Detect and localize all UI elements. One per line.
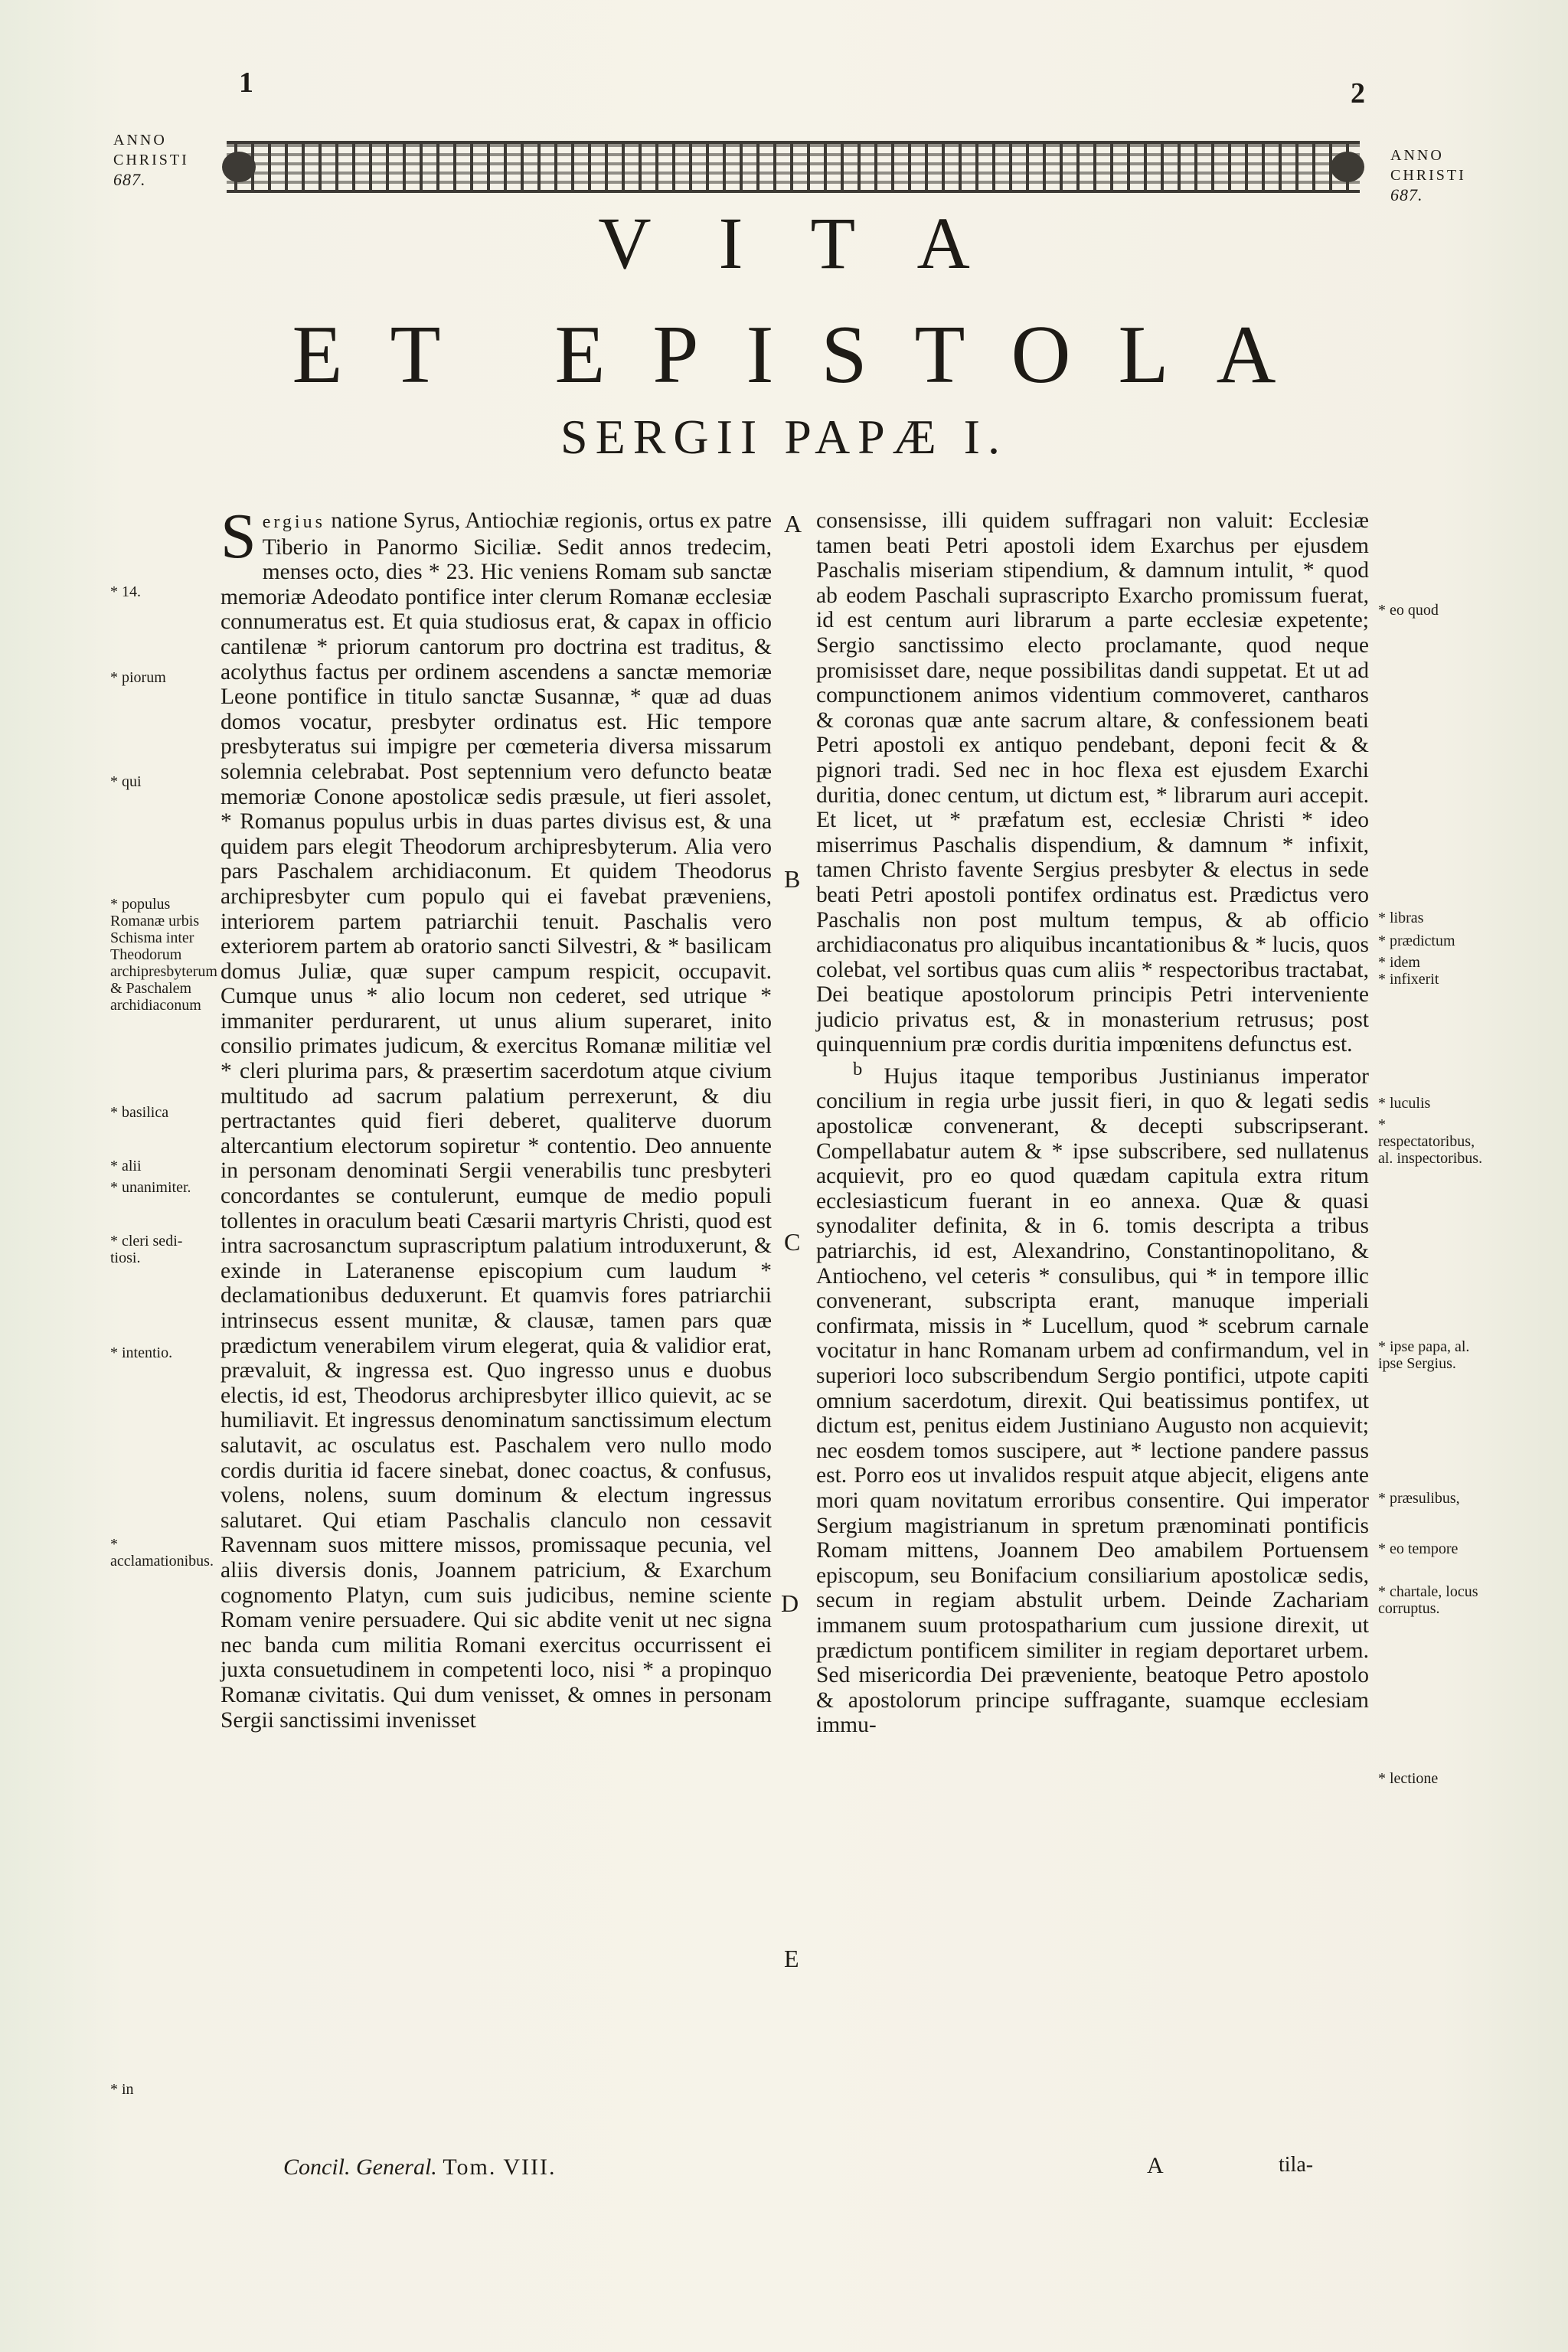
drop-cap: S xyxy=(220,501,256,572)
right-margin-note: * prædictum xyxy=(1378,933,1455,949)
footer-tome: Tom. VIII. xyxy=(443,2154,557,2180)
catchword: tila- xyxy=(1279,2153,1314,2177)
footer xyxy=(283,2154,556,2180)
right-margin-note: * eo quod xyxy=(1378,602,1439,619)
section-letter-a: A xyxy=(784,510,802,537)
right-paragraph-1: consensisse, illi quidem suffragari non valuit: Ecclesiæ tamen beati Petri apostoli idem Exarchus per ejusdem Paschalis miseriam stipendium, & damnum intulit, * quod ab eodem Paschali suprascripto Exarcho promissum fuerat, id est centum auri librarum a parte ecclesiæ expetente; Sergio sanctissimo electo proclamante, quod neque promisisset dare, neque possibilitas dandi suppetat. Et ut ad compunctionem animos videntium commoveret, cantharos & coronas quæ ante sacrum altare, & confessionem beati Petri apostoli ex antiquo pendebant, deponi fecit & & pignori tradi. Sed nec in hoc flexa est ejusdem Exarchi duritia, donec centum, ut dictum est, * librarum auri accepit. Et licet, ut * præfatum est, ecclesiæ Christi * ideo miserrimus Paschalis dispendium, & damnum * infixit, tamen Christo favente Sergius presbyter & electus in sede beati Petri apostoli pontifex ordinatus est. Prædictus vero Paschalis non post multum tempus, & ab officio archidiaconatus pro aliquibus incantationibus & * lucis, quos colebat, vel sortibus quas cum aliis * respectoribus tractabat, Dei beatique apostolorum principis Petri interveniente judicio privatus est, & in monasterium retrusus; post quinquennium præ cordis duritia impœnitens defunctus est. xyxy=(816,508,1369,1057)
title-et-epistola: ET EPISTOLA xyxy=(292,309,1324,400)
right-column xyxy=(816,508,1369,1738)
left-margin-note: * in xyxy=(110,2081,134,2098)
left-margin-note: * unanimiter. xyxy=(110,1179,191,1196)
left-margin-note: * alii xyxy=(110,1158,142,1174)
left-margin-note: * acclamationibus. xyxy=(110,1536,214,1570)
first-word: ergius xyxy=(262,512,325,532)
right-margin-note: * præsulibus, xyxy=(1378,1490,1460,1507)
page-number-left: 1 xyxy=(239,67,253,99)
note-marker: b xyxy=(853,1059,863,1080)
right-margin-note: * eo tempore xyxy=(1378,1540,1459,1557)
left-margin-note: * qui xyxy=(110,773,142,790)
anno-right-year: 687. xyxy=(1390,185,1423,204)
signature-mark: A xyxy=(1147,2153,1164,2178)
section-letter-e: E xyxy=(784,1945,799,1972)
footer-text: Concil. General. xyxy=(283,2154,437,2180)
left-paragraph-text: natione Syrus, Antiochiæ regionis, ortus ex patre Tiberio in Panormo Siciliæ. Sedit annos tredecim, menses octo, dies * 23. Hic veniens Romam sub sanctæ memoriæ Adeodato pontifice inter clerum Romanæ ecclesiæ connumeratus est. Et quia studiosus erat, & capax in officio cantilenæ * priorum cantorum pro doctrina est traditus, & acolythus factus per ordinem ascendens a sanctæ memoriæ Leone pontifice in titulo sanctæ Susannæ, * quæ ad duas domos vocatur, presbyter ordinatus est. Hic tempore presbyteratus sui impigre per cœmeteria diversa missarum solemnia celebrabat. Post septennium vero defuncto beatæ memoriæ Conone apostolicæ sedis præsule, ut fieri assolet, * Romanus populus urbis in duas partes divisus est, & una quidem pars elegit Theodorum archipresbyterum. Alia vero pars Paschalem archidiaconum. Et quidem Theodorus archipresbyter cum populo qui ei favebat præveniens, interiorem partem patriarchii tenuit. Paschalis vero exteriorem partem ab oratorio sancti Silvestri, & * basilicam domus Juliæ, quæ super campum respicit, occupavit. Cumque unus * alio locum non cederet, sed utrique * immaniter perdurarent, ut unus alium superaret, inito consilio primates judicum, & exercitus Romanæ militiæ vel * cleri plurima pars, & præsertim sacerdotum atque civium multitudo ad sacrum palatium perrexerunt, & diu pertractantes quid fieri deberet, qualiterve duorum altercantium electorum sopiretur * contentio. Deo annuente in personam denominati Sergii venerabilis tunc presbyteri concordantes se contulerunt, eumque de medio populi tollentes in oraculum beati Cæsarii martyris Christi, quod est intra sacrosanctum suprascriptum palatium introduxerunt, & exinde in Lateranense episcopium cum laudum * declamationibus deduxerunt. Et quamvis fores patriarchii intrinsecus essent munitæ, & clausæ, tamen pars quæ prædictum venerabilem virum elegerat, quia & validior erat, prævaluit, & ingressa est. Quo ingresso unus e duobus electis, id est, Theodorus archipresbyter illico quievit, ac se humiliavit. Et ingressus denominatum sanctissimum electum salutavit, ac osculatus est. Paschalem vero nullo modo cordis duritia id facere sinebat, donec coactus, & confusus, volens, nolens, suum dominum & electum ingressus salutaret. Qui etiam Paschalis clanculo non cessavit Ravennam suos mittere missos, promissaque pecunia, vel aliis diversis donis, Joannem patricium, & Exarchum cognomento Platyn, cum suis judicibus, nemine sciente Romam venire persuadere. Qui sic abdite venit ut nec signa nec banda cum militia Romani exercitus occurrissent ei juxta consuetudinem in competenti loco, nisi * a propinquo Romanæ civitatis. Qui dum venisset, & omnes in personam Sergii sanctissimi invenisset xyxy=(220,508,772,1733)
right-margin-note: * lectione xyxy=(1378,1770,1439,1787)
section-letter-c: C xyxy=(784,1228,801,1256)
anno-right-line1: ANNO xyxy=(1390,147,1444,164)
section-letter-d: D xyxy=(781,1589,799,1617)
section-letter-b: B xyxy=(784,865,801,893)
right-margin-note: * ipse papa, al. ipse Sergius. xyxy=(1378,1338,1470,1372)
right-margin-note: * libras xyxy=(1378,910,1424,926)
left-paragraph xyxy=(220,501,772,1733)
right-margin-note: * respectatoribus, al. inspectoribus. xyxy=(1378,1116,1483,1167)
left-margin-note: * cleri sedi-tiosi. xyxy=(110,1233,183,1266)
right-margin-note: * chartale, locus corruptus. xyxy=(1378,1583,1478,1617)
left-margin-note: * basilica xyxy=(110,1104,169,1121)
anno-right xyxy=(1390,145,1466,205)
anno-right-line2: CHRISTI xyxy=(1390,167,1466,184)
anno-left-line2: CHRISTI xyxy=(113,152,189,168)
left-margin-note: * populus Romanæ urbis Schisma inter Theodorum archipresbyterum & Paschalem archidiaconum xyxy=(110,896,217,1014)
anno-left xyxy=(113,130,189,190)
left-margin-note: * 14. xyxy=(110,583,141,600)
right-margin-note: * idem xyxy=(1378,954,1420,971)
left-margin-note: * piorum xyxy=(110,669,166,686)
header-ornament xyxy=(227,141,1360,193)
right-margin-note: * luculis xyxy=(1378,1095,1431,1112)
left-column xyxy=(220,501,772,1733)
title-sergii: SERGII PAPÆ I. xyxy=(560,410,1008,464)
anno-left-year: 687. xyxy=(113,170,146,189)
page-number-right: 2 xyxy=(1351,77,1365,109)
left-margin-note: * intentio. xyxy=(110,1344,173,1361)
title-vita: VITA xyxy=(598,202,1037,284)
right-margin-note: * infixerit xyxy=(1378,971,1439,988)
right-paragraph-2 xyxy=(816,1057,1369,1738)
anno-left-line1: ANNO xyxy=(113,132,167,149)
right-paragraph-2-text: Hujus itaque temporibus Justinianus imperator concilium in regia urbe jussit fieri, in quo & legati sedis apostolicæ convenerant, & decepti subscripserant. Compellabatur autem & * ipse subscribere, sed nullatenus acquievit, pro eo quod quædam capitula extra ritum ecclesiasticum fuerant in eo annexa. Quæ & quasi synodaliter definita, & in 6. tomis descripta a tribus patriarchis, id est, Alexandrino, Constantinopolitano, & Antiocheno, vel ceteris * consulibus, qui * in tempore illic convenerant, subscripta erant, manuque imperiali confirmata, missis in * Lucellum, quod * scebrum carnale vocitatur in hanc Romanam urbem ad confirmandum, vel in superiori loco subscribendum Sergio pontifici, utpote capiti omnium sacerdotum, direxit. Qui beatissimus pontifex, ut dictum est, penitus eidem Justiniano Augusto non acquievit; nec eosdem tomos suscipere, aut * lectione pandere passus est. Porro eos ut invalidos respuit atque abjecit, eligens ante mori quam novitatum erroribus consentire. Qui imperator Sergium magistrianum in spretum prænominati pontificis Romam mittens, Joannem Deo amabilem Portuensem episcopum, seu Bonifacium consiliarium apostolicæ sedis, secum in regiam abstulit urbem. Deinde Zachariam immanem suum protospatharium cum jussione direxit, ut prædictum pontificem similiter in regiam deportaret urbem. Sed misericordia Dei præveniente, beatoque Petro apostolo & apostolorum principe suffragante, suamque ecclesiam immu- xyxy=(816,1063,1369,1738)
